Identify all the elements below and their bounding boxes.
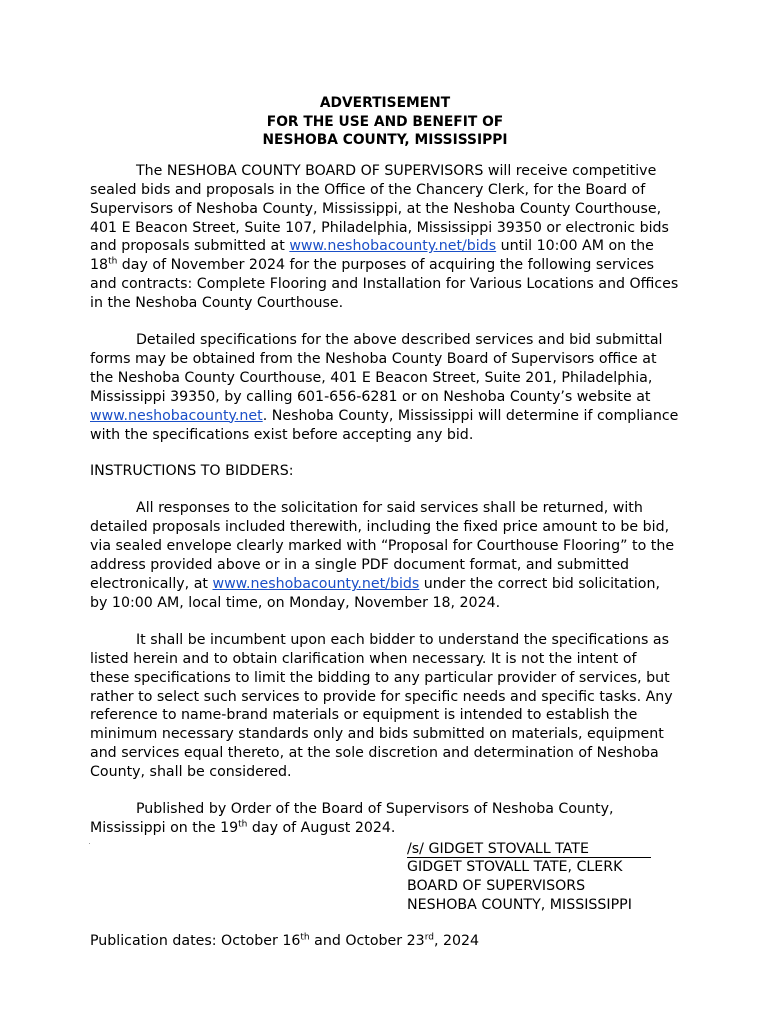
signature-board: BOARD OF SUPERVISORS (407, 878, 586, 895)
signature-line: /s/ GIDGET STOVALL TATE (407, 841, 651, 858)
para2-text-b: . Neshoba County, Mississippi will determine if compliance with the specifications exist before accepting any bid. (90, 407, 679, 443)
paragraph-responses (90, 499, 680, 612)
document-title (90, 94, 680, 150)
published-text-a: Published by Order of the Board of Supervisors of Neshoba County, Mississippi on the 19 (90, 801, 614, 836)
bids-website-link-2[interactable]: www.neshobacounty.net/bids (212, 576, 420, 592)
paragraph-published (90, 800, 680, 838)
signature-county: NESHOBA COUNTY, MISSISSIPPI (407, 896, 632, 913)
title-line-2: FOR THE USE AND BENEFIT OF (266, 113, 504, 130)
title-line-3: NESHOBA COUNTY, MISSISSIPPI (262, 132, 508, 149)
para3-text-a: All responses to the solicitation for said services shall be returned, with detailed proposals included therewith, including the fixed price amount to be bid, via sealed envelope clearly marked with “Proposal for Courthouse Flooring” to the address provided above or in a single PDF document format, and submitted electronically, at (90, 500, 675, 592)
para3-text-b: under the correct bid solicitation, by 10:00 AM, local time, on Monday, November 18, 2024. (90, 576, 660, 611)
pubdates-text-b: and October 23 (309, 933, 425, 950)
stray-mark (89, 843, 90, 844)
published-text-b: day of August 2024. (247, 819, 396, 836)
publication-dates (90, 932, 680, 951)
title-line-1: ADVERTISEMENT (319, 95, 451, 111)
advertisement-document (90, 94, 680, 951)
published-superscript: th (238, 819, 248, 830)
paragraph-incumbent: It shall be incumbent upon each bidder to understand the specifications as listed herein and to obtain clarification when necessary. It is not the intent of these specifications to limit the bidding to any particular provider of services, but rather to select such services to provide for specific needs and specific tasks. Any reference to name-brand materials or equipment is intended to establish the minimum necessary standards only and bids submitted on materials, equipment and services equal thereto, at the sole discretion and determination of Neshoba County, shall be considered. (90, 631, 673, 781)
signature-name: GIDGET STOVALL TATE, CLERK (407, 859, 623, 876)
para1-text-b: until 10:00 AM on the 18 (90, 238, 654, 274)
pubdates-text-a: Publication dates: October 16 (90, 933, 301, 950)
instructions-heading: INSTRUCTIONS TO BIDDERS: (90, 463, 294, 480)
para1-superscript: th (108, 256, 118, 267)
paragraph-bid-notice (90, 162, 680, 313)
pubdates-sup-1: th (300, 932, 310, 943)
para1-text-a: The NESHOBA COUNTY BOARD OF SUPERVISORS will receive competitive sealed bids and proposals in the Office of the Chancery Clerk, for the Board of Supervisors of Neshoba County, Mississippi, at the Neshoba County Courthouse, 401 E Beacon Street, Suite 107, Philadelphia, Mississippi 39350 or electronic bids and proposals submitted at (90, 162, 669, 255)
paragraph-specifications (90, 331, 680, 444)
signature-block (407, 840, 680, 914)
county-website-link[interactable]: www.neshobacounty.net (90, 407, 263, 424)
pubdates-sup-2: rd (424, 932, 434, 943)
para1-text-c: day of November 2024 for the purposes of acquiring the following services and contracts: Complete Flooring and Installation for Various Locations and Offices in the Neshoba County Courthouse. (90, 257, 679, 312)
bids-website-link[interactable]: www.neshobacounty.net/bids (289, 238, 497, 255)
para2-text-a: Detailed specifications for the above described services and bid submittal forms may be obtained from the Neshoba County Board of Supervisors office at the Neshoba County Courthouse, 401 E Beacon Street, Suite 201, Philadelphia, Mississippi 39350, by calling 601-656-6281 or on Neshoba County’s website at (90, 332, 663, 405)
pubdates-text-c: , 2024 (433, 933, 480, 950)
